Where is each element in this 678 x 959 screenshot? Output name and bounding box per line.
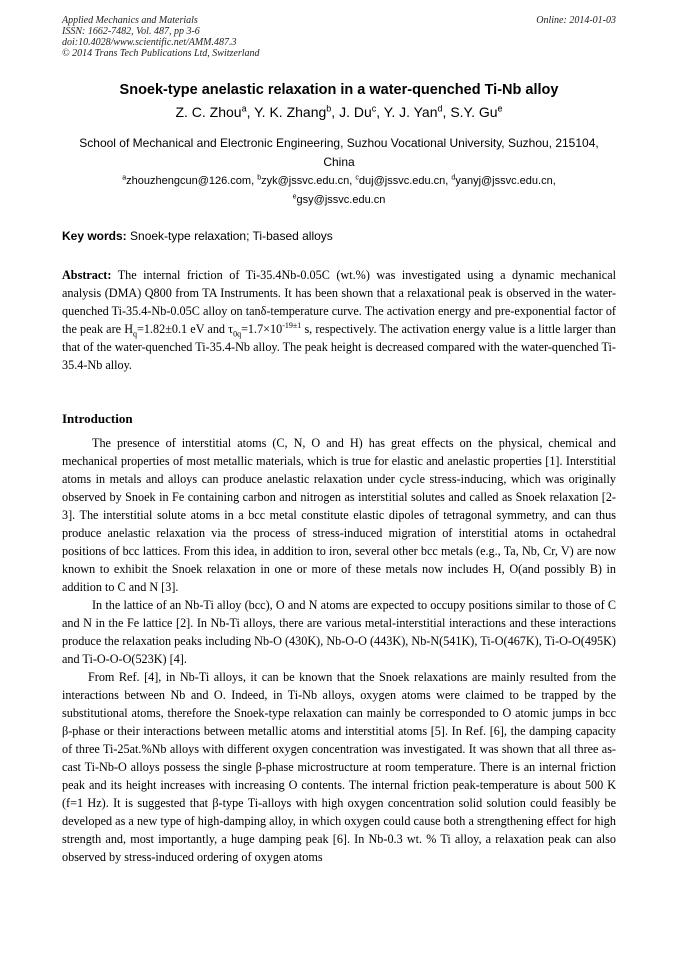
author-name: Y. K. Zhang	[254, 104, 327, 120]
paper-title: Snoek-type anelastic relaxation in a water-quenched Ti-Nb alloy	[119, 82, 559, 98]
email-mark: a	[122, 174, 127, 182]
introduction-body	[62, 434, 616, 866]
abstract-text-1: The internal friction of Ti-35.4Nb-0.05C (wt.%) was investigated using a dynamic mechanical analysis (DMA) Q800 from TA Instruments. It has been shown that a relaxational peak is observed in the water-quenched Ti-35.4-Nb-0.05C alloy on tanδ-temperature curve. The activation energy and pre-exponential factor of the peak are H	[62, 268, 616, 336]
email-address: gsy@jssvc.edu.cn	[296, 194, 386, 206]
paragraph: From Ref. [4], in Nb-Ti alloys, it can be known that the Snoek relaxations are mainly resulted from the interactions between Nb and O. Indeed, in Ti-Nb alloys, oxygen atoms were claimed to be trapped by the substitutional atoms, therefore the Snoek-type relaxation can mainly be corresponded to O atomic jumps in bcc β-phase or their interactions between metallic atoms and interstitial atoms [5]. In Ref. [6], the damping capacity of three Ti-25at.%Nb alloys with different oxygen concentration was investigated. It was shown that all three as-cast Ti-Nb-O alloys possess the single β-phase microstructure at room temperature. There is an internal friction peak and its height increases with increasing O contents. The internal friction peak-temperature is about 500 K (f=1 Hz). It is suggested that β-type Ti-alloys with high oxygen concentration solid solution could feasibly be developed as a new type of high-damping alloy, in which oxygen could cause both a strengthening effect for high strength and, most importantly, a huge damping peak [6]. In Nb-0.3 wt. % Ti alloy, a relaxation peak can also observed by stress-induced ordering of oxygen atoms	[62, 670, 616, 864]
author-affil-mark: c	[371, 103, 377, 114]
author-name: S.Y. Gu	[450, 104, 498, 120]
abstract-label: Abstract:	[62, 268, 112, 282]
author-name: Z. C. Zhou	[175, 104, 242, 120]
email-address: duj@jssvc.edu.cn	[358, 175, 446, 187]
abstract-superscript: -19±1	[282, 320, 302, 330]
author-affil-mark: a	[241, 103, 247, 114]
abstract-subscript: 0q	[233, 329, 242, 339]
author-name: J. Du	[339, 104, 372, 120]
email-address: zhouzhengcun@126.com	[126, 175, 252, 187]
abstract	[62, 266, 616, 374]
issn-line: ISSN: 1662-7482, Vol. 487, pp 3-6	[62, 26, 200, 37]
email-mark: d	[451, 174, 456, 182]
abstract-text-2: =1.82±0.1 eV and τ	[137, 322, 234, 336]
author-affil-mark: e	[497, 103, 503, 114]
online-date: Online: 2014-01-03	[536, 15, 616, 26]
keywords-text: Snoek-type relaxation; Ti-based alloys	[130, 229, 333, 243]
abstract-text-3: =1.7×10	[241, 322, 283, 336]
author-list: Z. C. Zhou$^a$, Y. K. Zhang$^b$, J. Du$^c$, Y. J. Yan$^d$, S.Y. Gu$^e$	[175, 103, 503, 120]
keywords	[62, 229, 616, 243]
email-list: $^a$zhouzhengcun@126.com, $^b$zyk@jssvc.edu.cn, $^c$duj@jssvc.edu.cn, $^d$yanyj@jssvc.edu.cn, $^e$gsy@jssvc.edu.cn	[122, 174, 556, 206]
abstract-subscript: q	[133, 329, 138, 339]
paragraph: The presence of interstitial atoms (C, N, O and H) has great effects on the physical, chemical and mechanical properties of most metallic materials, which is true for elastic and anelastic properties [1]. Interstitial atoms in metals and alloys can produce anelastic relaxation under cycle stress-inducing, which was originally observed by Snoek in Fe containing carbon and nitrogen as interstitial solutes and called as Snoek relaxation [2-3]. The interstitial solute atoms in a bcc metal constitute elastic dipoles of tetragonal symmetry, and can thus produce anelastic relaxation via the process of stress-induced migration of interstitial atoms in octahedral positions of bcc lattices. From this idea, in addition to iron, several other bcc metals (e.g., Ta, Nb, Cr, V) are now known to exhibit the Snoek relaxation in one or more of these metals now includes H, O(and possibly B) in addition to C and N [3].	[62, 436, 616, 594]
author-name: Y. J. Yan	[383, 104, 438, 120]
journal-name: Applied Mechanics and Materials	[62, 15, 198, 26]
journal-header	[62, 15, 616, 59]
keywords-label: Key words:	[62, 229, 127, 243]
author-affil-mark: b	[326, 103, 332, 114]
email-mark: e	[292, 193, 297, 201]
email-address: yanyj@jssvc.edu.cn	[455, 175, 553, 187]
email-mark: b	[257, 174, 262, 182]
affiliation: School of Mechanical and Electronic Engineering, Suzhou Vocational University, Suzhou, 215104, China	[79, 136, 599, 169]
abstract-text-4: s, respectively. The activation energy value is a little larger than that of the water-quenched Ti-35.4-Nb alloy. The peak height is decreased compared with the water-quenched Ti-35.4-Nb alloy.	[62, 322, 616, 372]
introduction-heading: Introduction	[62, 411, 133, 426]
email-address: zyk@jssvc.edu.cn	[261, 175, 350, 187]
author-affil-mark: d	[437, 103, 443, 114]
doi-line: doi:10.4028/www.scientific.net/AMM.487.3	[62, 37, 237, 48]
paragraph: In the lattice of an Nb-Ti alloy (bcc), O and N atoms are expected to occupy positions similar to those of C and N in the Fe lattice [2]. In Nb-Ti alloys, there are various metal-interstitial interactions and these interactions produce the relaxation peaks including Nb-O (430K), Nb-O-O (443K), Nb-N(541K), Ti-O(467K), Ti-O-O(495K) and Ti-O-O-O(523K) [4].	[62, 598, 616, 666]
email-mark: c	[355, 174, 359, 182]
copyright-line: © 2014 Trans Tech Publications Ltd, Switzerland	[62, 48, 260, 59]
